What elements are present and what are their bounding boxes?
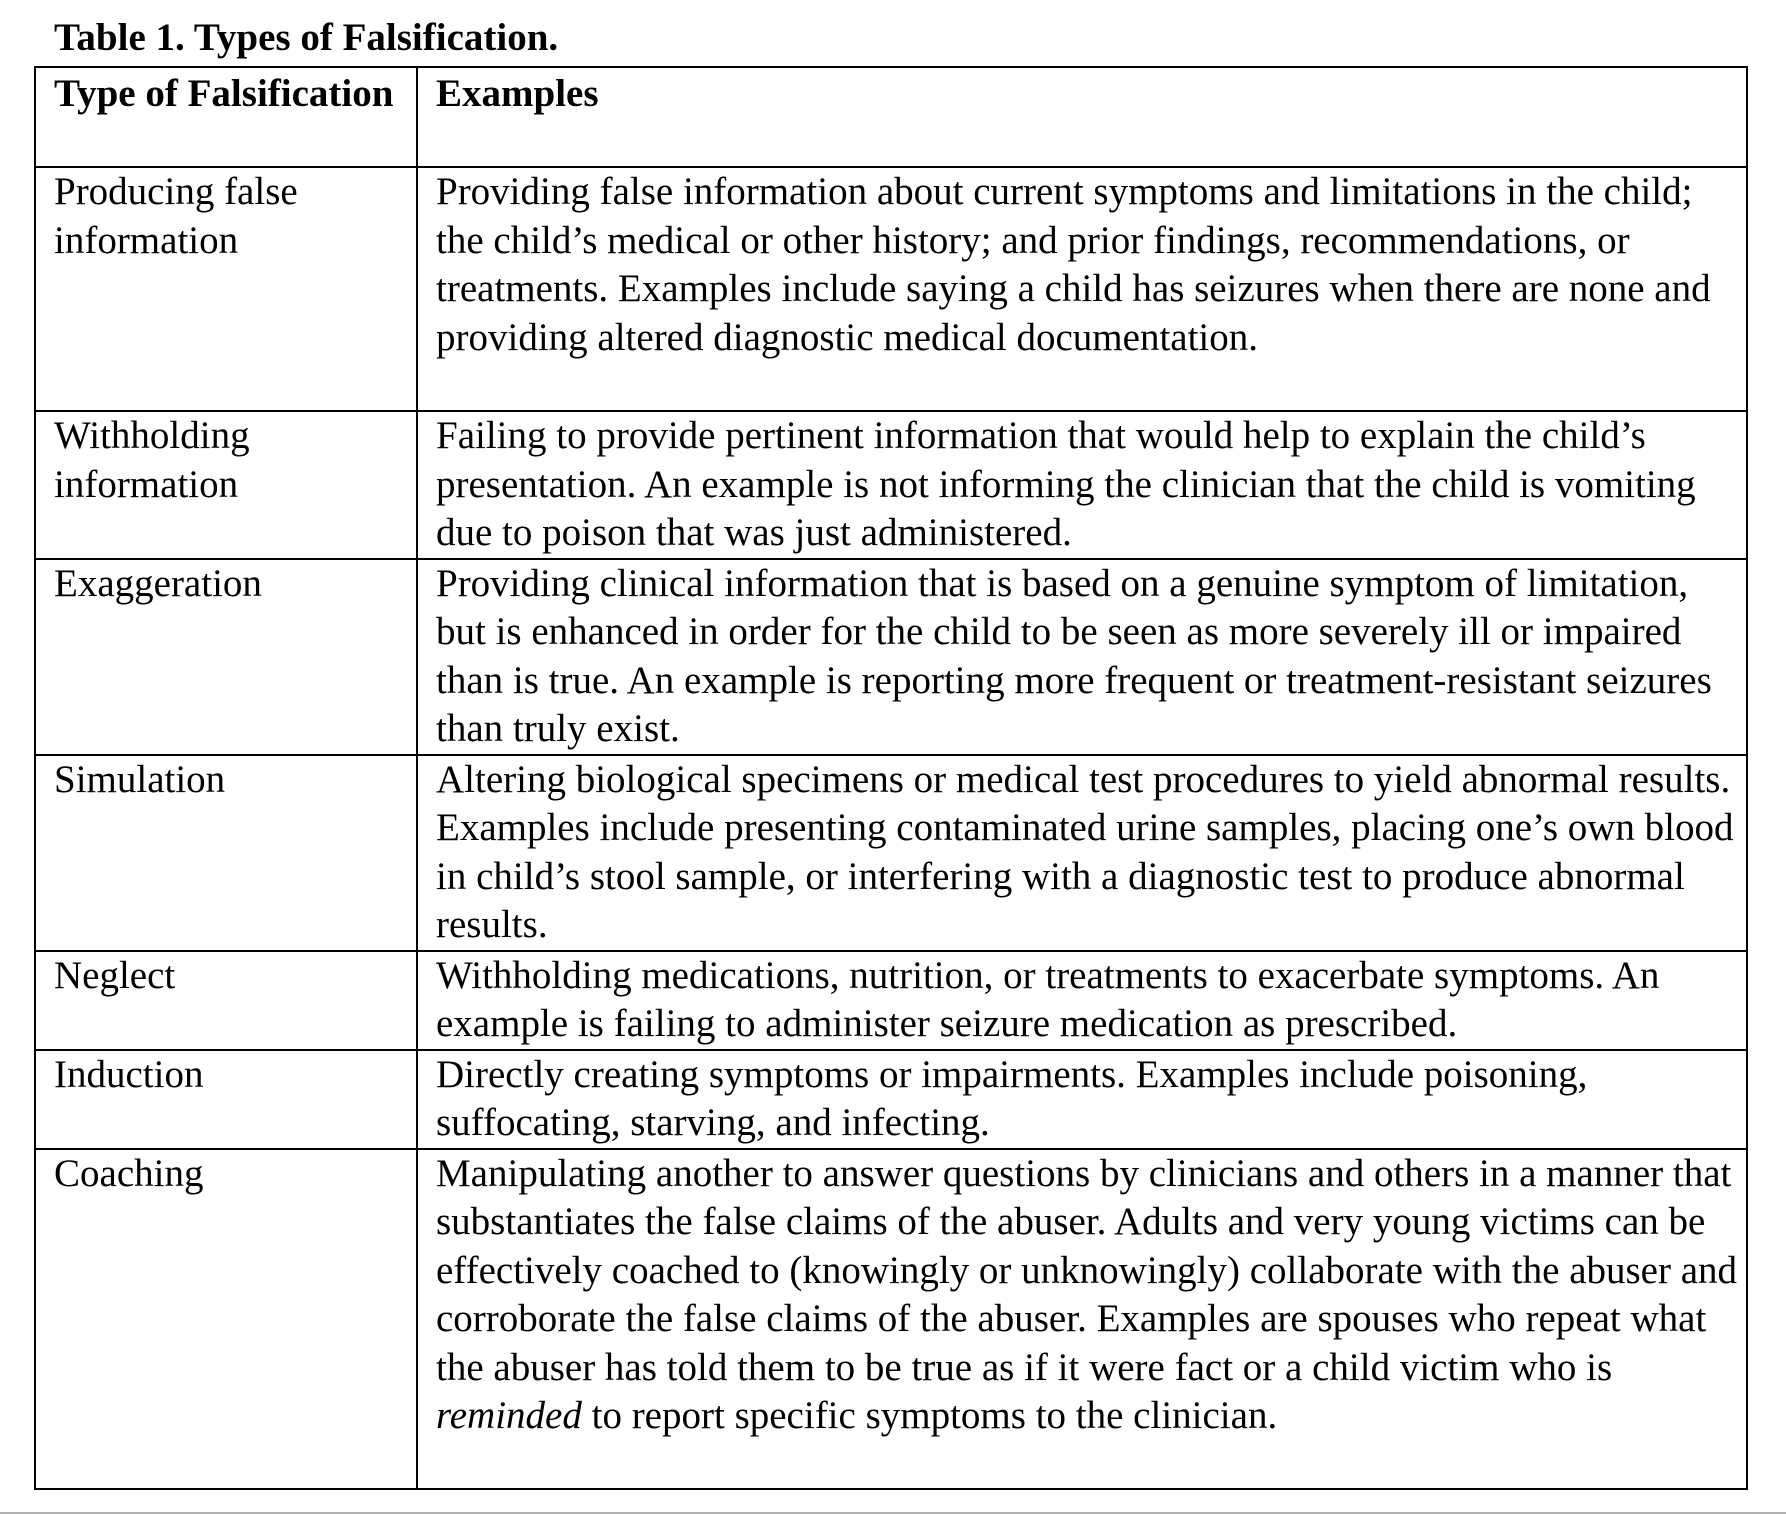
examples-cell: Failing to provide pertinent information that would help to explain the child’s presentation. An example is not informing the clinician that the child is vomiting due to poison that was just administered. [417, 411, 1747, 559]
type-cell: Simulation [35, 755, 417, 951]
examples-cell: Withholding medications, nutrition, or treatments to exacerbate symptoms. An example is failing to administer seizure medication as prescribed. [417, 951, 1747, 1050]
type-cell: Exaggeration [35, 559, 417, 755]
type-cell: Producing false information [35, 167, 417, 411]
type-cell: Coaching [35, 1149, 417, 1489]
examples-cell: Providing false information about current symptoms and limitations in the child; the child’s medical or other history; and prior findings, recommendations, or treatments. Examples include saying a child has seizures when there are none and providing altered diagnostic medical documentation. [417, 167, 1747, 411]
falsification-types-table [34, 66, 1748, 1490]
examples-cell: Altering biological specimens or medical test procedures to yield abnormal results. Examples include presenting contaminated urine samples, placing one’s own blood in child’s stool sample, or interfering with a diagnostic test to produce abnormal results. [417, 755, 1747, 951]
table-caption: Table 1. Types of Falsification. [54, 16, 559, 59]
table-header-row [35, 67, 1747, 167]
table-row [35, 167, 1747, 411]
header-examples: Examples [417, 67, 1747, 167]
table-row [35, 411, 1747, 559]
type-cell: Withholding information [35, 411, 417, 559]
header-type-of-falsification: Type of Falsification [35, 67, 417, 167]
examples-text-end: to report specific symptoms to the clinician. [581, 1394, 1278, 1437]
table-row [35, 1149, 1747, 1489]
table-row [35, 755, 1747, 951]
examples-cell: Providing clinical information that is based on a genuine symptom of limitation, but is enhanced in order for the child to be seen as more severely ill or impaired than is true. An example is reporting more frequent or treatment-resistant seizures than truly exist. [417, 559, 1747, 755]
table-row [35, 951, 1747, 1050]
examples-text: Manipulating another to answer questions by clinicians and others in a manner that substantiates the false claims of the abuser. Adults and very young victims can be effectively coached to (knowingly or unknowingly) collaborate with the abuser and corroborate the false claims of the abuser. Examples are spouses who repeat what the abuser has told them to be true as if it were fact or a child victim who is [436, 1151, 1738, 1389]
table-row [35, 1050, 1747, 1149]
examples-cell [417, 1149, 1747, 1489]
type-cell: Induction [35, 1050, 417, 1149]
table-row [35, 559, 1747, 755]
emphasized-word: reminded [436, 1394, 582, 1437]
type-cell: Neglect [35, 951, 417, 1050]
examples-cell: Directly creating symptoms or impairments. Examples include poisoning, suffocating, starving, and infecting. [417, 1050, 1747, 1149]
